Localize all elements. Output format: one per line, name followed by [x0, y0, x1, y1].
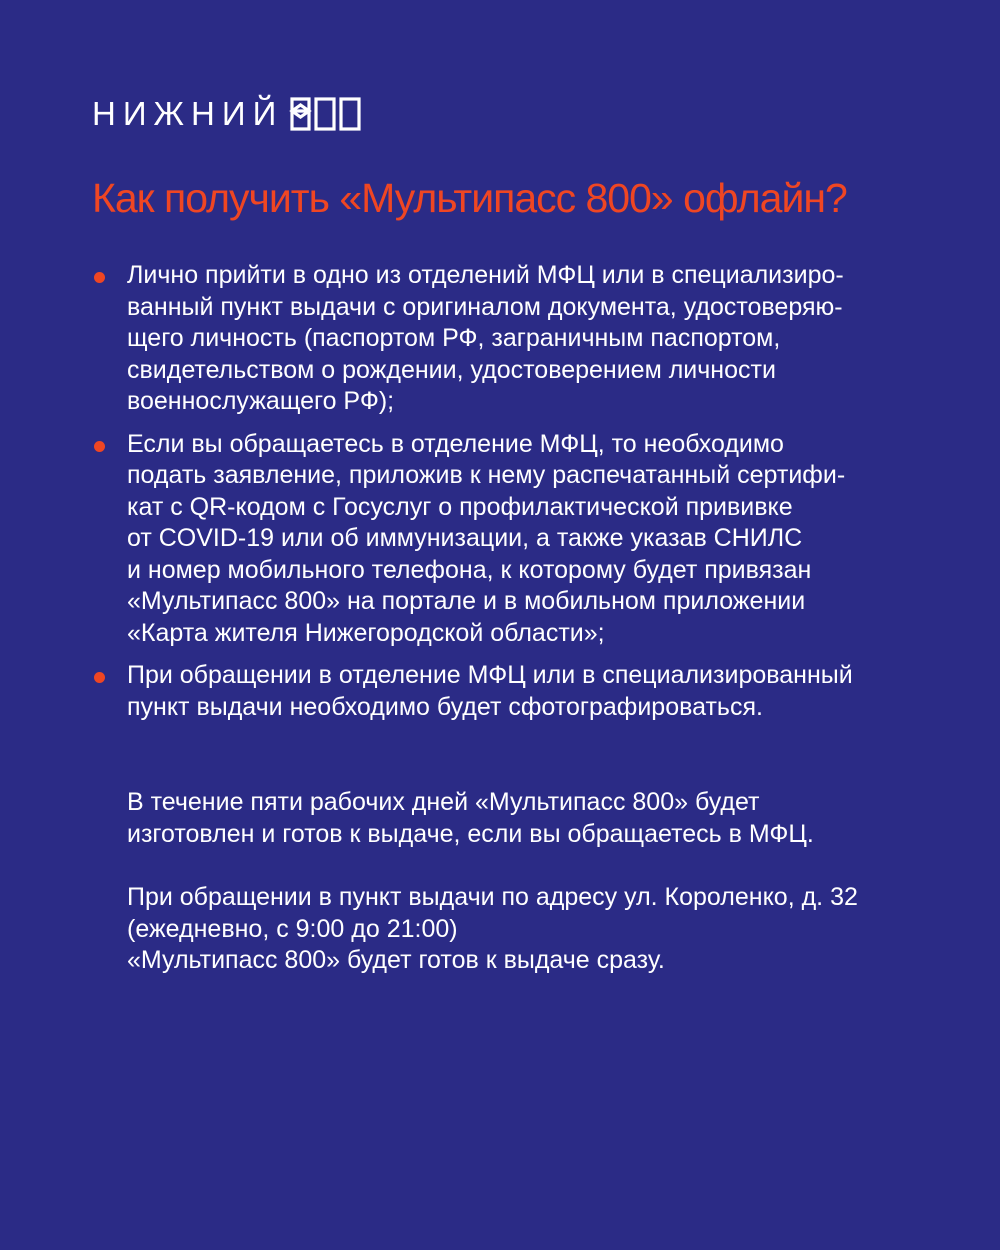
bullet-dot-icon	[94, 272, 105, 283]
text-line: изготовлен и готов к выдаче, если вы обращаетесь в МФЦ.	[127, 819, 814, 848]
text-line: подать заявление, приложив к нему распечатанный сертифи-	[127, 461, 846, 489]
text-line: от COVID-19 или об иммунизации, а также указав СНИЛС	[127, 524, 803, 552]
text-line: «Мультипасс 800» будет готов к выдаче сразу.	[127, 946, 665, 974]
pickup-point-paragraph	[127, 882, 987, 977]
text-line: В течение пяти рабочих дней «Мультипасс 800» будет	[127, 788, 760, 816]
text-line: пункт выдачи необходимо будет сфотографироваться.	[127, 692, 763, 721]
text-line: ванный пункт выдачи с оригиналом документа, удостоверяю-	[127, 292, 843, 321]
page-title: Как получить «Мультипасс 800» офлайн?	[92, 175, 847, 221]
text-line: (ежедневно, с 9:00 до 21:00)	[127, 914, 458, 943]
800-logo-mark-icon	[289, 97, 363, 131]
text-line: При обращении в отделение МФЦ или в специализированный	[127, 661, 853, 689]
text-line: и номер мобильного телефона, к которому будет привязан	[127, 555, 812, 584]
text-line: «Карта жителя Нижегородской области»;	[127, 618, 605, 647]
bullet-dot-icon	[94, 441, 105, 452]
brand-logo	[92, 96, 363, 132]
text-line: военнослужащего РФ);	[127, 387, 395, 415]
text-line: щего личность (паспортом РФ, заграничным паспортом,	[127, 324, 781, 352]
list-item	[92, 660, 972, 723]
production-time-paragraph	[127, 787, 987, 850]
text-line: Если вы обращаетесь в отделение МФЦ, то необходимо	[127, 429, 784, 458]
text-line: свидетельством о рождении, удостоверением личности	[127, 355, 776, 384]
list-item	[92, 429, 972, 650]
list-item	[92, 260, 972, 418]
text-line: «Мультипасс 800» на портале и в мобильном приложении	[127, 587, 806, 615]
text-line: При обращении в пункт выдачи по адресу ул. Короленко, д. 32	[127, 883, 858, 911]
logo-text: НИЖНИЙ	[92, 95, 284, 132]
bullet-list	[92, 260, 972, 734]
text-line: кат с QR-кодом с Госуслуг о профилактической прививке	[127, 492, 793, 521]
text-line: Лично прийти в одно из отделений МФЦ или в специализиро-	[127, 261, 844, 289]
bullet-dot-icon	[94, 672, 105, 683]
